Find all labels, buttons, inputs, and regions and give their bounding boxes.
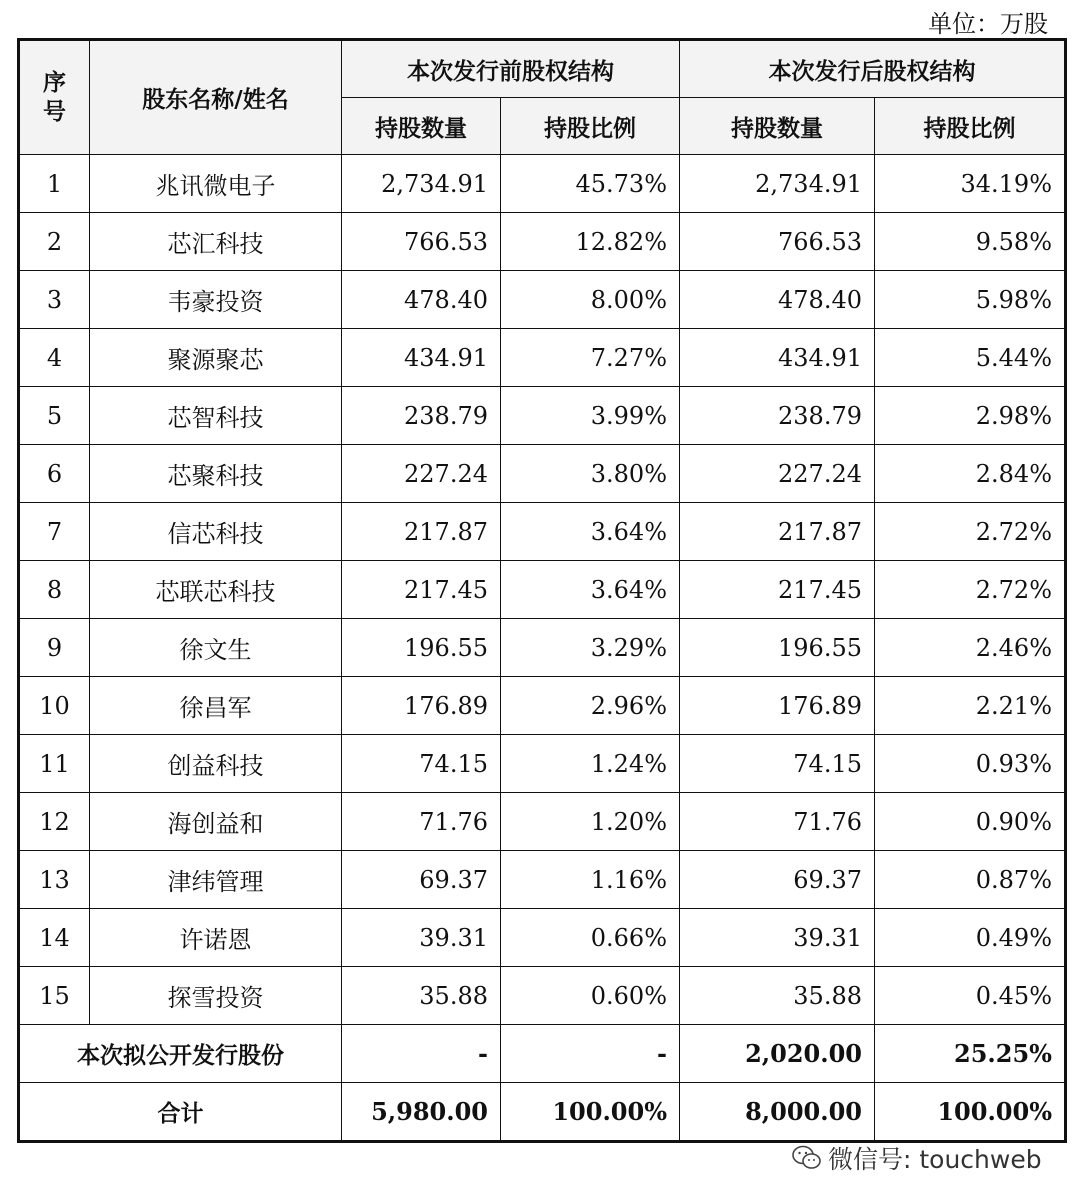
table-row — [19, 561, 1066, 619]
row-after-qty: 766.53 — [680, 213, 875, 271]
row-after-ratio: 0.90% — [875, 793, 1066, 851]
table-row — [19, 909, 1066, 967]
row-after-qty: 227.24 — [680, 445, 875, 503]
row-after-qty: 238.79 — [680, 387, 875, 445]
watermark — [792, 1140, 1042, 1176]
row-before-qty: 2,734.91 — [342, 155, 501, 213]
row-after-ratio: 9.58% — [875, 213, 1066, 271]
watermark-text: 微信号: touchweb — [828, 1145, 1042, 1174]
total-row-label: 合计 — [19, 1083, 342, 1142]
row-after-qty: 217.45 — [680, 561, 875, 619]
row-after-qty: 434.91 — [680, 329, 875, 387]
row-name: 芯聚科技 — [90, 445, 342, 503]
wechat-icon — [792, 1145, 822, 1171]
row-after-ratio: 2.72% — [875, 503, 1066, 561]
unit-label: 单位：万股 — [928, 10, 1048, 38]
row-before-qty: 478.40 — [342, 271, 501, 329]
header-row-1 — [19, 40, 1066, 98]
row-name: 津纬管理 — [90, 851, 342, 909]
issue-row-after-qty: 2,020.00 — [680, 1025, 875, 1083]
row-name: 韦豪投资 — [90, 271, 342, 329]
after-ratio-header: 持股比例 — [875, 98, 1066, 155]
row-after-qty: 2,734.91 — [680, 155, 875, 213]
row-after-qty: 217.87 — [680, 503, 875, 561]
row-before-ratio: 1.16% — [501, 851, 680, 909]
row-name: 芯联芯科技 — [90, 561, 342, 619]
row-name: 许诺恩 — [90, 909, 342, 967]
row-after-ratio: 5.98% — [875, 271, 1066, 329]
row-after-qty: 69.37 — [680, 851, 875, 909]
row-before-ratio: 1.20% — [501, 793, 680, 851]
row-before-qty: 217.45 — [342, 561, 501, 619]
row-name: 聚源聚芯 — [90, 329, 342, 387]
row-after-ratio: 5.44% — [875, 329, 1066, 387]
total-row-before-ratio: 100.00% — [501, 1083, 680, 1142]
seq-header-label: 序号 — [43, 69, 66, 125]
row-after-ratio: 34.19% — [875, 155, 1066, 213]
table-row — [19, 967, 1066, 1025]
row-before-qty: 434.91 — [342, 329, 501, 387]
row-before-qty: 217.87 — [342, 503, 501, 561]
row-seq: 4 — [19, 329, 90, 387]
issue-row — [19, 1025, 1066, 1083]
row-seq: 12 — [19, 793, 90, 851]
row-before-qty: 176.89 — [342, 677, 501, 735]
after-qty-header: 持股数量 — [680, 98, 875, 155]
row-before-qty: 196.55 — [342, 619, 501, 677]
row-after-ratio: 2.72% — [875, 561, 1066, 619]
table-body — [19, 155, 1066, 1142]
row-name: 信芯科技 — [90, 503, 342, 561]
row-before-ratio: 0.66% — [501, 909, 680, 967]
row-before-qty: 766.53 — [342, 213, 501, 271]
table-row — [19, 155, 1066, 213]
row-seq: 9 — [19, 619, 90, 677]
row-after-ratio: 2.98% — [875, 387, 1066, 445]
row-after-ratio: 0.87% — [875, 851, 1066, 909]
row-before-ratio: 3.64% — [501, 561, 680, 619]
row-seq: 15 — [19, 967, 90, 1025]
row-seq: 10 — [19, 677, 90, 735]
seq-header — [19, 40, 90, 155]
table-row — [19, 503, 1066, 561]
before-qty-header: 持股数量 — [342, 98, 501, 155]
row-name: 徐昌军 — [90, 677, 342, 735]
row-seq: 5 — [19, 387, 90, 445]
row-seq: 3 — [19, 271, 90, 329]
row-seq: 1 — [19, 155, 90, 213]
row-before-ratio: 1.24% — [501, 735, 680, 793]
row-seq: 6 — [19, 445, 90, 503]
row-after-qty: 74.15 — [680, 735, 875, 793]
row-name: 创益科技 — [90, 735, 342, 793]
name-header: 股东名称/姓名 — [90, 40, 342, 155]
row-after-qty: 39.31 — [680, 909, 875, 967]
row-after-ratio: 0.49% — [875, 909, 1066, 967]
row-before-ratio: 0.60% — [501, 967, 680, 1025]
table-row — [19, 735, 1066, 793]
row-after-qty: 196.55 — [680, 619, 875, 677]
row-before-qty: 71.76 — [342, 793, 501, 851]
row-name: 海创益和 — [90, 793, 342, 851]
row-before-ratio: 3.29% — [501, 619, 680, 677]
table-row — [19, 619, 1066, 677]
row-after-ratio: 2.46% — [875, 619, 1066, 677]
row-before-qty: 227.24 — [342, 445, 501, 503]
row-after-ratio: 2.21% — [875, 677, 1066, 735]
total-row-before-qty: 5,980.00 — [342, 1083, 501, 1142]
row-name: 兆讯微电子 — [90, 155, 342, 213]
row-before-qty: 39.31 — [342, 909, 501, 967]
row-name: 徐文生 — [90, 619, 342, 677]
total-row-after-qty: 8,000.00 — [680, 1083, 875, 1142]
row-before-ratio: 2.96% — [501, 677, 680, 735]
row-after-ratio: 0.93% — [875, 735, 1066, 793]
issue-row-after-ratio: 25.25% — [875, 1025, 1066, 1083]
row-after-ratio: 0.45% — [875, 967, 1066, 1025]
table-row — [19, 445, 1066, 503]
row-before-qty: 74.15 — [342, 735, 501, 793]
row-before-ratio: 8.00% — [501, 271, 680, 329]
table-row — [19, 271, 1066, 329]
row-before-ratio: 45.73% — [501, 155, 680, 213]
row-before-qty: 69.37 — [342, 851, 501, 909]
row-seq: 8 — [19, 561, 90, 619]
row-before-ratio: 3.99% — [501, 387, 680, 445]
row-seq: 13 — [19, 851, 90, 909]
before-group-header: 本次发行前股权结构 — [342, 40, 680, 98]
shareholding-table — [17, 38, 1067, 1143]
row-name: 探雪投资 — [90, 967, 342, 1025]
total-row — [19, 1083, 1066, 1142]
row-seq: 2 — [19, 213, 90, 271]
row-before-ratio: 3.64% — [501, 503, 680, 561]
row-seq: 11 — [19, 735, 90, 793]
table-row — [19, 677, 1066, 735]
table-row — [19, 851, 1066, 909]
after-group-header: 本次发行后股权结构 — [680, 40, 1066, 98]
row-name: 芯智科技 — [90, 387, 342, 445]
row-after-ratio: 2.84% — [875, 445, 1066, 503]
row-seq: 14 — [19, 909, 90, 967]
issue-row-before-qty: - — [342, 1025, 501, 1083]
before-ratio-header: 持股比例 — [501, 98, 680, 155]
row-after-qty: 71.76 — [680, 793, 875, 851]
row-seq: 7 — [19, 503, 90, 561]
table-row — [19, 213, 1066, 271]
total-row-after-ratio: 100.00% — [875, 1083, 1066, 1142]
row-name: 芯汇科技 — [90, 213, 342, 271]
row-after-qty: 176.89 — [680, 677, 875, 735]
row-before-ratio: 3.80% — [501, 445, 680, 503]
table-row — [19, 329, 1066, 387]
table-row — [19, 793, 1066, 851]
issue-row-label: 本次拟公开发行股份 — [19, 1025, 342, 1083]
row-before-ratio: 7.27% — [501, 329, 680, 387]
row-after-qty: 478.40 — [680, 271, 875, 329]
row-after-qty: 35.88 — [680, 967, 875, 1025]
issue-row-before-ratio: - — [501, 1025, 680, 1083]
table-row — [19, 387, 1066, 445]
row-before-ratio: 12.82% — [501, 213, 680, 271]
row-before-qty: 238.79 — [342, 387, 501, 445]
row-before-qty: 35.88 — [342, 967, 501, 1025]
